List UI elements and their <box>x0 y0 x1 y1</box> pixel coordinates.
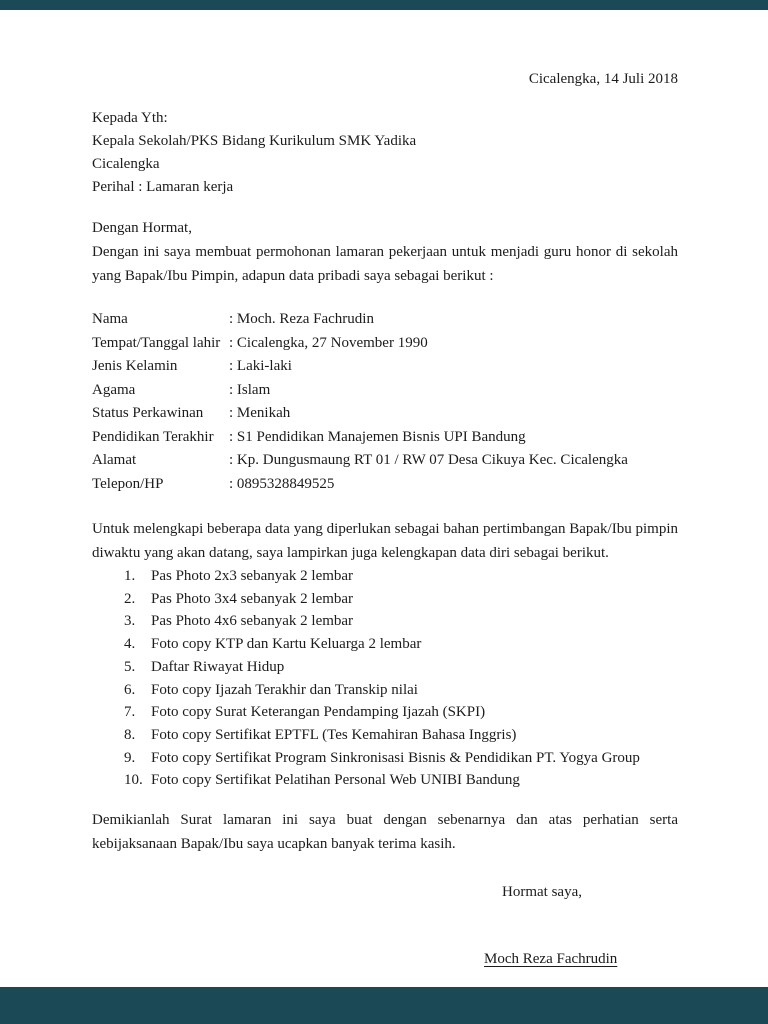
data-row-nama <box>92 308 678 332</box>
attachment-item <box>92 769 678 792</box>
opening-paragraph: Dengan ini saya membuat permohonan lamaran pekerjaan untuk menjadi guru honor di sekolah yang Bapak/Ibu Pimpin, adapun data pribadi saya sebagai berikut : <box>92 244 678 284</box>
recipient-line-kepada: Kepada Yth: <box>92 110 168 126</box>
data-value: : Moch. Reza Fachrudin <box>229 311 374 327</box>
data-row-jenis-kelamin <box>92 355 678 379</box>
personal-data-table <box>92 308 678 496</box>
data-label: Alamat <box>92 452 137 468</box>
data-row-agama <box>92 379 678 403</box>
data-row-status <box>92 402 678 426</box>
attachment-item <box>92 724 678 747</box>
data-label: Telepon/HP <box>92 475 164 492</box>
data-value: : Laki-laki <box>229 358 292 374</box>
recipient-line-city: Cicalengka <box>92 156 160 172</box>
attachment-text: Daftar Riwayat Hidup <box>151 658 285 675</box>
attachment-item <box>92 679 678 702</box>
attachment-item <box>92 588 678 611</box>
attachment-item <box>92 610 678 633</box>
attachment-number: 7. <box>124 704 136 721</box>
recipient-line-kepala-sekolah: Kepala Sekolah/PKS Bidang Kurikulum SMK Yadika <box>92 133 417 149</box>
data-row-telepon <box>92 473 678 497</box>
signoff: Hormat saya, <box>502 884 582 901</box>
attachment-text: Foto copy Surat Keterangan Pendamping Ijazah (SKPI) <box>151 704 486 721</box>
data-row-pendidikan <box>92 426 678 450</box>
attachment-item <box>92 565 678 588</box>
salutation: Dengan Hormat, <box>92 220 192 236</box>
signature-name: Moch Reza Fachrudin <box>484 951 618 968</box>
letter-page <box>92 68 678 971</box>
data-label: Nama <box>92 311 128 327</box>
attachment-item <box>92 747 678 770</box>
attachment-text: Pas Photo 3x4 sebanyak 2 lembar <box>151 590 354 607</box>
attachment-number: 3. <box>124 613 136 630</box>
data-value: : S1 Pendidikan Manajemen Bisnis UPI Bandung <box>229 428 526 445</box>
attachment-text: Foto copy KTP dan Kartu Keluarga 2 lembar <box>151 636 422 653</box>
attachment-item <box>92 656 678 679</box>
data-value: : Kp. Dungusmaung RT 01 / RW 07 Desa Cikuya Kec. Cicalengka <box>229 452 628 468</box>
data-label: Agama <box>92 381 136 398</box>
date-line: Cicalengka, 14 Juli 2018 <box>528 71 678 87</box>
attachment-number: 1. <box>124 568 136 584</box>
data-row-alamat <box>92 449 678 473</box>
data-value: : Menikah <box>229 405 291 421</box>
attachment-item <box>92 633 678 656</box>
attachment-text: Foto copy Sertifikat Program Sinkronisasi Bisnis & Pendidikan PT. Yogya Group <box>151 749 640 766</box>
attachment-number: 10. <box>124 772 143 789</box>
attachment-list <box>92 565 678 792</box>
data-label: Tempat/Tanggal lahir <box>92 334 221 351</box>
attachment-number: 5. <box>124 658 136 675</box>
viewer-bottom-bar <box>0 987 768 1024</box>
attachments-intro-paragraph: Untuk melengkapi beberapa data yang diperlukan sebagai bahan pertimbangan Bapak/Ibu pimpin diwaktu yang akan datang, saya lampirkan juga kelengkapan data diri sebagai berikut. <box>92 521 678 561</box>
attachment-number: 8. <box>124 726 136 743</box>
data-label: Status Perkawinan <box>92 405 204 421</box>
attachment-number: 6. <box>124 681 136 698</box>
attachment-text: Foto copy Sertifikat EPTFL (Tes Kemahiran Bahasa Inggris) <box>151 726 517 743</box>
data-value: : Cicalengka, 27 November 1990 <box>229 334 428 351</box>
attachment-number: 2. <box>124 590 136 607</box>
closing-paragraph: Demikianlah Surat lamaran ini saya buat dengan sebenarnya dan atas perhatian serta kebijaksanaan Bapak/Ibu saya ucapkan banyak terima kasih. <box>92 812 678 853</box>
attachment-number: 4. <box>124 636 136 653</box>
attachment-number: 9. <box>124 749 136 766</box>
attachment-item <box>92 701 678 724</box>
data-value: : Islam <box>229 381 271 398</box>
attachment-text: Foto copy Sertifikat Pelatihan Personal Web UNIBI Bandung <box>151 772 520 789</box>
data-value: : 0895328849525 <box>229 475 335 492</box>
recipient-line-perihal: Perihal : Lamaran kerja <box>92 179 234 195</box>
viewer-top-bar <box>0 0 768 10</box>
attachment-text: Foto copy Ijazah Terakhir dan Transkip nilai <box>151 681 418 698</box>
data-label: Jenis Kelamin <box>92 358 178 374</box>
data-label: Pendidikan Terakhir <box>92 428 214 445</box>
attachment-text: Pas Photo 2x3 sebanyak 2 lembar <box>151 568 354 584</box>
attachment-text: Pas Photo 4x6 sebanyak 2 lembar <box>151 613 354 630</box>
data-row-ttl <box>92 332 678 356</box>
recipient-block <box>92 107 678 199</box>
